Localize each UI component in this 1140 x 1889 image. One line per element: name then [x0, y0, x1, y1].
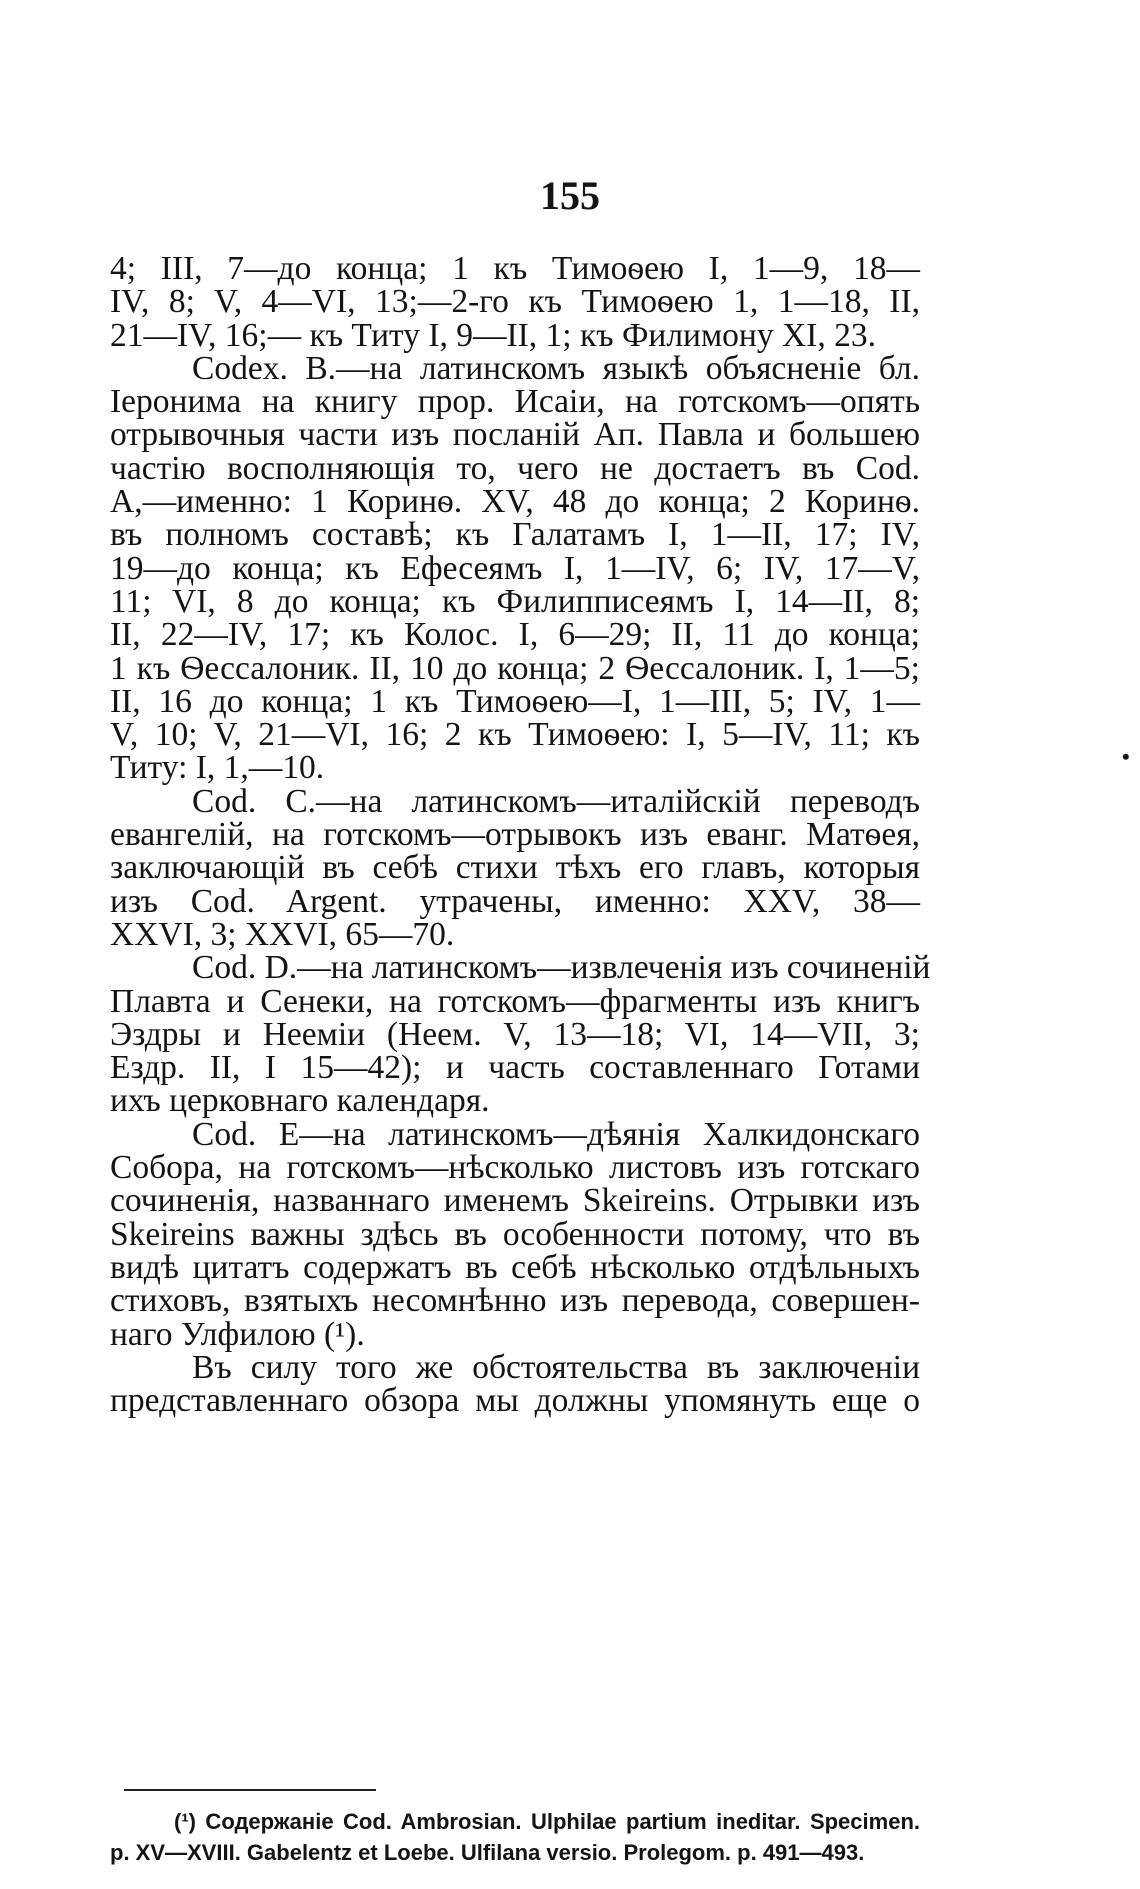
text-line: въ полномъ составѣ; къ Галатамъ I, 1—II, 17; IV, [110, 516, 920, 554]
text-line: 4; III, 7—до конца; 1 къ Тимоѳею I, 1—9, 18— [110, 250, 920, 287]
paragraph-codex-c [110, 782, 920, 953]
text-line: заключающій въ себѣ стихи тѣхъ его главъ, которыя [110, 849, 920, 887]
footnote-separator [124, 1789, 376, 1791]
text-line: Плавта и Сенеки, на готскомъ—фрагменты изъ книгъ [110, 982, 920, 1020]
text-line: Skeireins важны здѣсь въ особенности потому, что въ [110, 1215, 920, 1253]
text-line: IV, 8; V, 4—VI, 13;—2-го къ Тимоѳею 1, 1—18, II, [110, 283, 920, 321]
text-line: 19—до конца; къ Ефесеямъ I, 1—IV, 6; IV, 17—V, [110, 549, 920, 587]
text-line: II, 16 до конца; 1 къ Тимоѳею—I, 1—III, 5; IV, 1— [110, 682, 920, 720]
text-line: Въ силу того же обстоятельства въ заключеніи [192, 1348, 920, 1386]
text-line: Cod. C.—на латинскомъ—италійскій переводъ [192, 782, 920, 820]
text-line: Собора, на готскомъ—нѣсколько листовъ изъ готскаго [110, 1149, 920, 1187]
text-line: ихъ церковнаго календаря. [110, 1082, 490, 1120]
text-line: стиховъ, взятыхъ несомнѣнно изъ перевода, совершен- [110, 1282, 920, 1320]
text-line: Іеронима на книгу прор. Исаіи, на готскомъ—опять [110, 383, 920, 421]
margin-mark: • [1122, 744, 1130, 769]
text-line: евангелій, на готскомъ—отрывокъ изъ еванг. Матѳея, [110, 816, 920, 854]
text-line: Титу: I, 1,—10. [110, 749, 325, 787]
text-line: II, 22—IV, 17; къ Колос. I, 6—29; II, 11 до конца; [110, 616, 920, 654]
main-text [110, 250, 931, 1420]
text-line: изъ Cod. Argent. утрачены, именно: XXV, 38— [110, 882, 920, 920]
paragraph-closing [110, 1348, 920, 1420]
footnotes [110, 1806, 920, 1868]
footnote-line: p. XV—XVIII. Gabelentz et Loebe. Ulfilana versio. Prolegom. p. 491—493. [110, 1840, 865, 1865]
paragraph-codex-b [110, 349, 920, 787]
text-line: 1 къ Ѳессалоник. II, 10 до конца; 2 Ѳессалоник. I, 1—5; [110, 649, 920, 687]
text-line: Codex. B.—на латинскомъ языкѣ объясненіе бл. [192, 349, 920, 387]
paragraph-continuation [110, 252, 920, 352]
text-line: сочиненія, названнаго именемъ Skeireins. Отрывки изъ [110, 1182, 920, 1220]
text-line: отрывочныя части изъ посланій Ап. Павла и большею [110, 416, 920, 454]
text-line: 11; VI, 8 до конца; къ Филипписеямъ I, 14—II, 8; [110, 582, 920, 620]
text-line: XXVI, 3; XXVI, 65—70. [110, 915, 455, 953]
text-line: представленнаго обзора мы должны упомянуть еще о [110, 1382, 920, 1420]
text-line: Cod. D.—на латинскомъ—извлеченія изъ сочиненій [192, 949, 931, 987]
text-line: Ездр. II, I 15—42); и часть составленнаго Готами [110, 1049, 920, 1087]
footnote-line: (¹) Содержаніе Cod. Ambrosian. Ulphilae partium ineditar. Specimen. [174, 1809, 920, 1834]
page-number: 155 [540, 173, 600, 218]
text-line: наго Улфилою (¹). [110, 1315, 365, 1353]
text-line: Эздры и Нееміи (Неем. V, 13—18; VI, 14—VII, 3; [110, 1015, 920, 1053]
text-line: V, 10; V, 21—VI, 16; 2 къ Тимоѳею: I, 5—IV, 11; къ [110, 716, 920, 754]
text-line: 21—IV, 16;— къ Титу I, 9—II, 1; къ Филимону XI, 23. [110, 316, 876, 354]
text-line: видѣ цитатъ содержатъ въ себѣ нѣсколько отдѣльныхъ [110, 1248, 920, 1286]
paragraph-codex-d [110, 949, 931, 1120]
paragraph-codex-e [110, 1115, 920, 1353]
text-line: A,—именно: 1 Коринѳ. XV, 48 до конца; 2 Коринѳ. [110, 483, 920, 521]
text-line: Cod. E—на латинскомъ—дѣянія Халкидонскаго [192, 1115, 920, 1153]
text-line: частію восполняющія то, чего не достаетъ въ Cod. [110, 449, 920, 487]
